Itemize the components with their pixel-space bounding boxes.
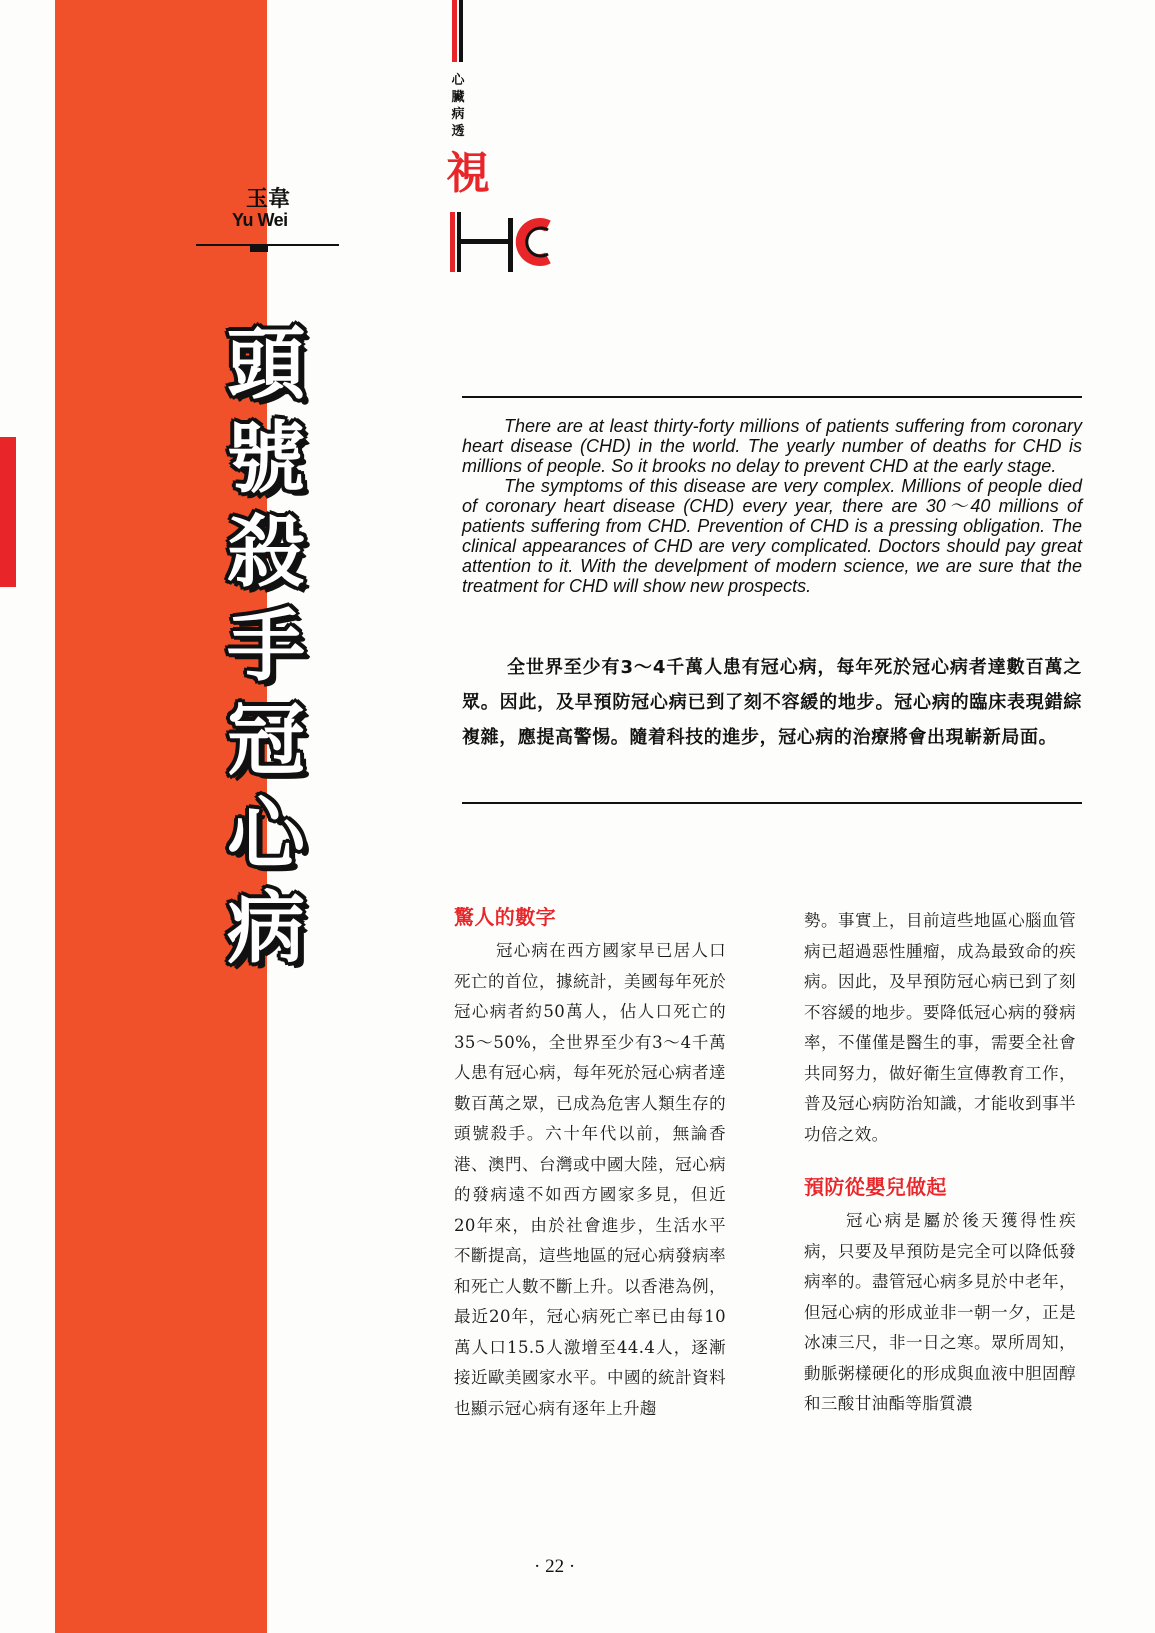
series-big-char xyxy=(446,148,498,200)
series-bar-black xyxy=(459,0,463,62)
author-rule-notch xyxy=(250,246,268,252)
red-edge-tab xyxy=(0,437,16,587)
series-label xyxy=(449,72,467,140)
series-char: 臟 xyxy=(451,90,465,105)
series-char: 病 xyxy=(451,107,465,122)
abstract-top-rule xyxy=(462,396,1082,398)
title-char: 手 xyxy=(226,602,305,692)
section-body-continued: 勢。事實上，目前這些地區心腦血管病已超過惡性腫瘤，成為最致命的疾病。因此，及早預防冠心病已到了刻不容緩的地步。要降低冠心病的發病率，不僅僅是醫生的事，需要全社會共同努力，做好衛生宣傳教育工作，普及冠心病防治知識，才能收到事半功倍之效。 xyxy=(804,911,1076,1144)
hc-logo-bar-left-black xyxy=(457,212,461,272)
title-char: 心 xyxy=(226,790,305,880)
section-body: 冠心病是屬於後天獲得性疾病，只要及早預防是完全可以降低發病率的。盡管冠心病多見於中老年，但冠心病的形成並非一朝一夕，正是冰凍三尺，非一日之寒。眾所周知，動脈粥樣硬化的形成與血液中胆固醇和三酸甘油酯等脂質濃 xyxy=(804,1211,1076,1413)
title-char: 號 xyxy=(226,414,305,504)
hc-logo-bar-right xyxy=(508,218,513,272)
hc-logo-bar-left-red xyxy=(450,212,455,272)
hc-logo-crossbar xyxy=(461,239,511,244)
column-left xyxy=(454,902,726,1424)
hc-logo-c-outline xyxy=(527,228,548,256)
author-name-zh: 玉韋 xyxy=(245,187,290,212)
abstract-chinese: 全世界至少有3～4千萬人患有冠心病，每年死於冠心病者達數百萬之眾。因此，及早預防冠心病已到了刻不容緩的地步。冠心病的臨床表現錯綜複雜，應提高警惕。隨着科技的進步，冠心病的治療將會出現嶄新局面。 xyxy=(462,657,1082,748)
title-char: 頭 xyxy=(226,320,305,410)
title-char: 病 xyxy=(226,884,305,974)
title-char: 冠 xyxy=(226,696,305,786)
article-title xyxy=(220,318,312,976)
series-char: 心 xyxy=(451,73,465,88)
abstract-en-paragraph: There are at least thirty-forty millions of patients suffering from coronary heart disease (CHD) in the world. The yearly number of deaths for CHD is millions of people. So it brooks no delay to prevent CHD at the early stage. xyxy=(462,416,1082,476)
title-char: 殺 xyxy=(226,508,305,598)
page-number: · 22 · xyxy=(534,1556,576,1577)
hc-logo xyxy=(448,212,578,274)
column-right xyxy=(804,906,1076,1420)
section-heading: 驚人的數字 xyxy=(454,905,556,929)
abstract-bottom-rule xyxy=(462,802,1082,804)
series-big-char-text: 視 xyxy=(446,148,490,199)
series-char: 透 xyxy=(451,124,465,139)
author-name-en: Yu Wei xyxy=(232,210,288,230)
abstract-english xyxy=(462,416,1082,596)
series-bar-red xyxy=(452,0,457,62)
abstract-en-paragraph: The symptoms of this disease are very complex. Millions of people died of coronary heart disease (CHD) every year, there are 30～40 millions of patients suffering from CHD. Prevention of CHD is a pressing obligation. The clinical appearances of CHD are very complicated. Doctors should pay great attention to it. With the develpment of modern science, we are sure that the treatment for CHD will show new prospects. xyxy=(462,476,1082,596)
section-body: 冠心病在西方國家早已居人口死亡的首位，據統計，美國每年死於冠心病者約50萬人，佔人口死亡的35～50%，全世界至少有3～4千萬人患有冠心病，每年死於冠心病者達數百萬之眾，已成為危害人類生存的頭號殺手。六十年代以前，無論香港、澳門、台灣或中國大陸，冠心病的發病遠不如西方國家多見，但近20年來，由於社會進步，生活水平不斷提高，這些地區的冠心病發病率和死亡人數不斷上升。以香港為例，最近20年，冠心病死亡率已由每10萬人口15.5人激增至44.4人，逐漸接近歐美國家水平。中國的統計資料也顯示冠心病有逐年上升趨 xyxy=(454,941,726,1418)
section-heading: 預防從嬰兒做起 xyxy=(804,1175,947,1199)
